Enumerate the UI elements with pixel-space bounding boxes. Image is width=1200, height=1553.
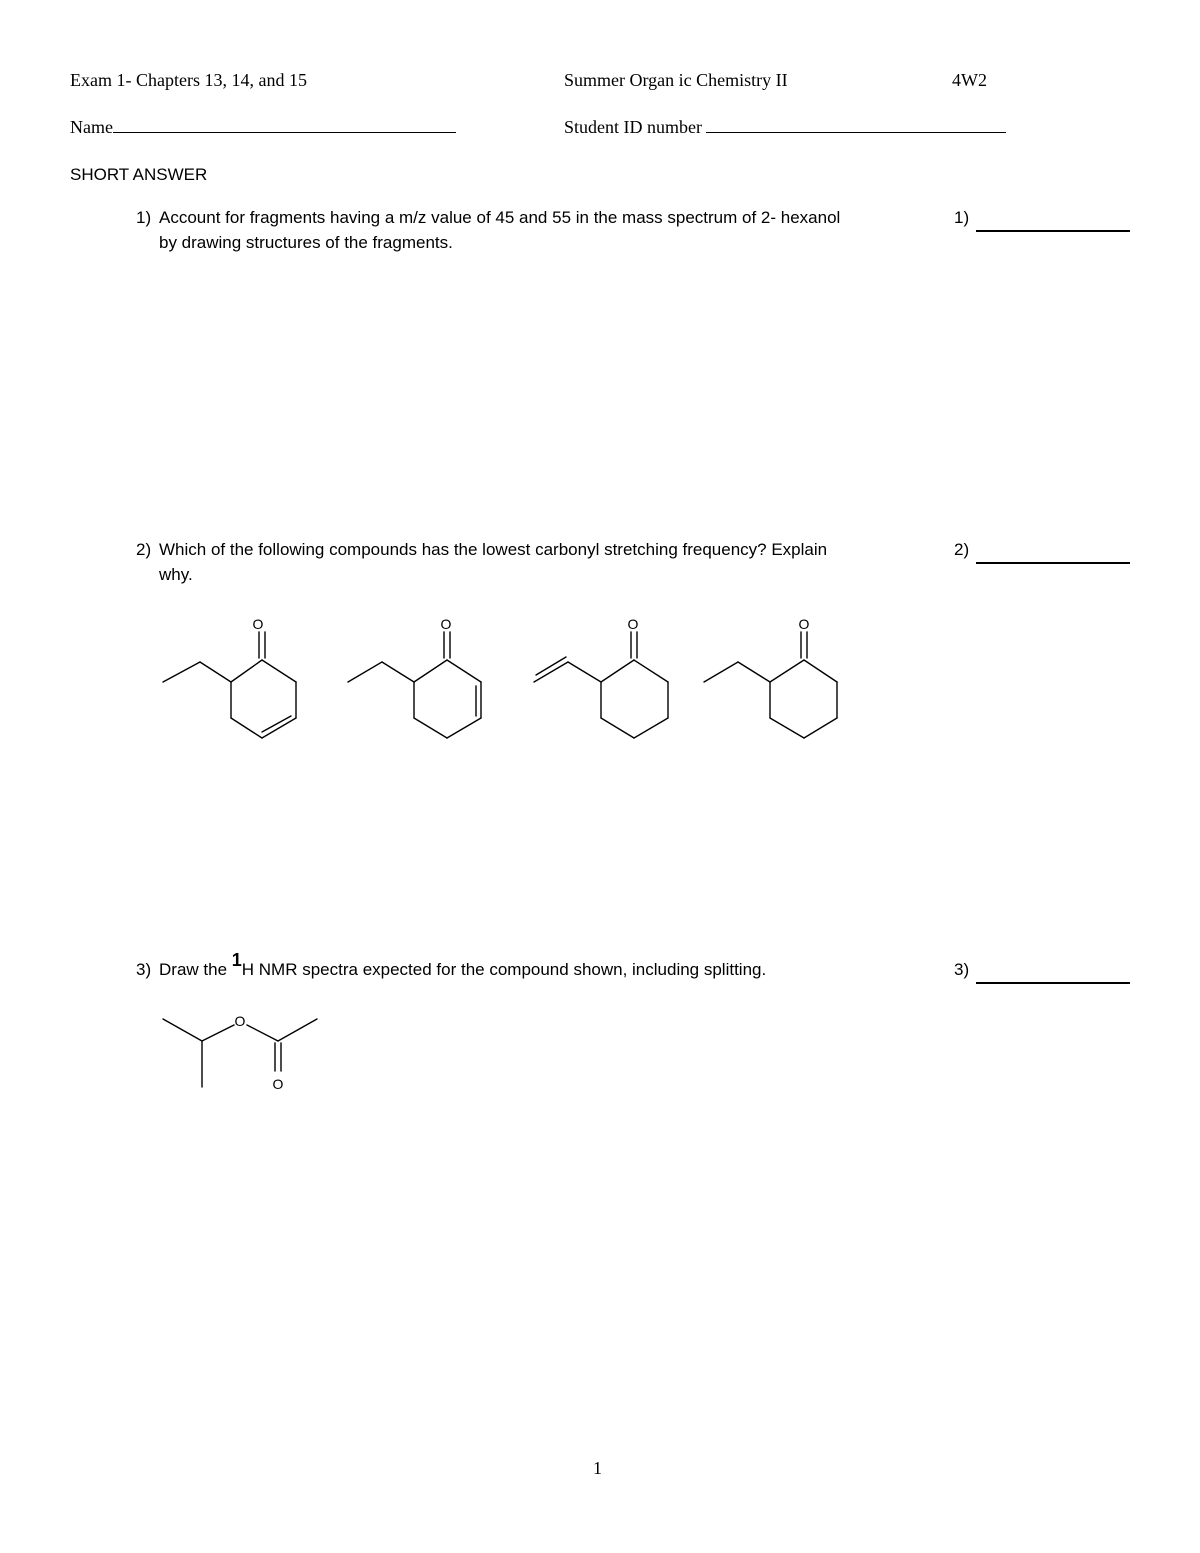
- structure-b-oxygen-label: O: [440, 616, 452, 632]
- name-label: Name: [70, 117, 113, 137]
- question-3-text-before: Draw the: [159, 960, 228, 979]
- question-2-text-line2: why.: [159, 565, 193, 584]
- question-2-number: 2): [136, 540, 152, 559]
- answer-2-line[interactable]: [976, 562, 1130, 564]
- structure-c-oxygen-label: O: [627, 616, 639, 632]
- isotope-superscript: 1: [231, 950, 242, 971]
- name-field[interactable]: [70, 116, 456, 138]
- structure-a-oxygen-label: O: [252, 616, 264, 632]
- course-code: 4W2: [952, 70, 987, 90]
- structure-b: [348, 616, 481, 738]
- answer-3-line[interactable]: [976, 982, 1130, 984]
- answer-2-label: 2): [954, 540, 970, 559]
- student-id-label: Student ID number: [564, 117, 702, 137]
- question-3-number: 3): [136, 960, 152, 979]
- student-id-field[interactable]: [564, 116, 1006, 138]
- structure-d: [704, 616, 837, 738]
- question-2-text-line1: Which of the following compounds has the lowest carbonyl stretching frequency? Explain: [159, 540, 828, 559]
- student-id-blank[interactable]: [706, 116, 1006, 133]
- question-3-text-after: H NMR spectra expected for the compound shown, including splitting.: [241, 960, 767, 979]
- carbonyl-oxygen-label: O: [272, 1076, 284, 1092]
- question-1-number: 1): [136, 208, 152, 227]
- structure-d-oxygen-label: O: [798, 616, 810, 632]
- course-title: Summer Organ ic Chemistry II: [564, 70, 788, 90]
- structure-c: [534, 616, 668, 738]
- answer-1-line[interactable]: [976, 230, 1130, 232]
- answer-1-label: 1): [954, 208, 970, 227]
- question-2-structures: [150, 612, 850, 747]
- question-1-text-line1: Account for fragments having a m/z value of 45 and 55 in the mass spectrum of 2- hexanol: [159, 208, 841, 227]
- ester-oxygen-label: O: [234, 1013, 246, 1029]
- question-3-text: [159, 950, 767, 980]
- name-blank[interactable]: [113, 116, 456, 133]
- answer-3-label: 3): [954, 960, 970, 979]
- section-title: SHORT ANSWER: [70, 165, 208, 184]
- question-3-structure: [150, 1005, 330, 1095]
- exam-title: Exam 1- Chapters 13, 14, and 15: [70, 70, 307, 90]
- structure-a: [163, 616, 296, 738]
- question-1-text-line2: by drawing structures of the fragments.: [159, 233, 453, 252]
- page-number: 1: [593, 1458, 602, 1478]
